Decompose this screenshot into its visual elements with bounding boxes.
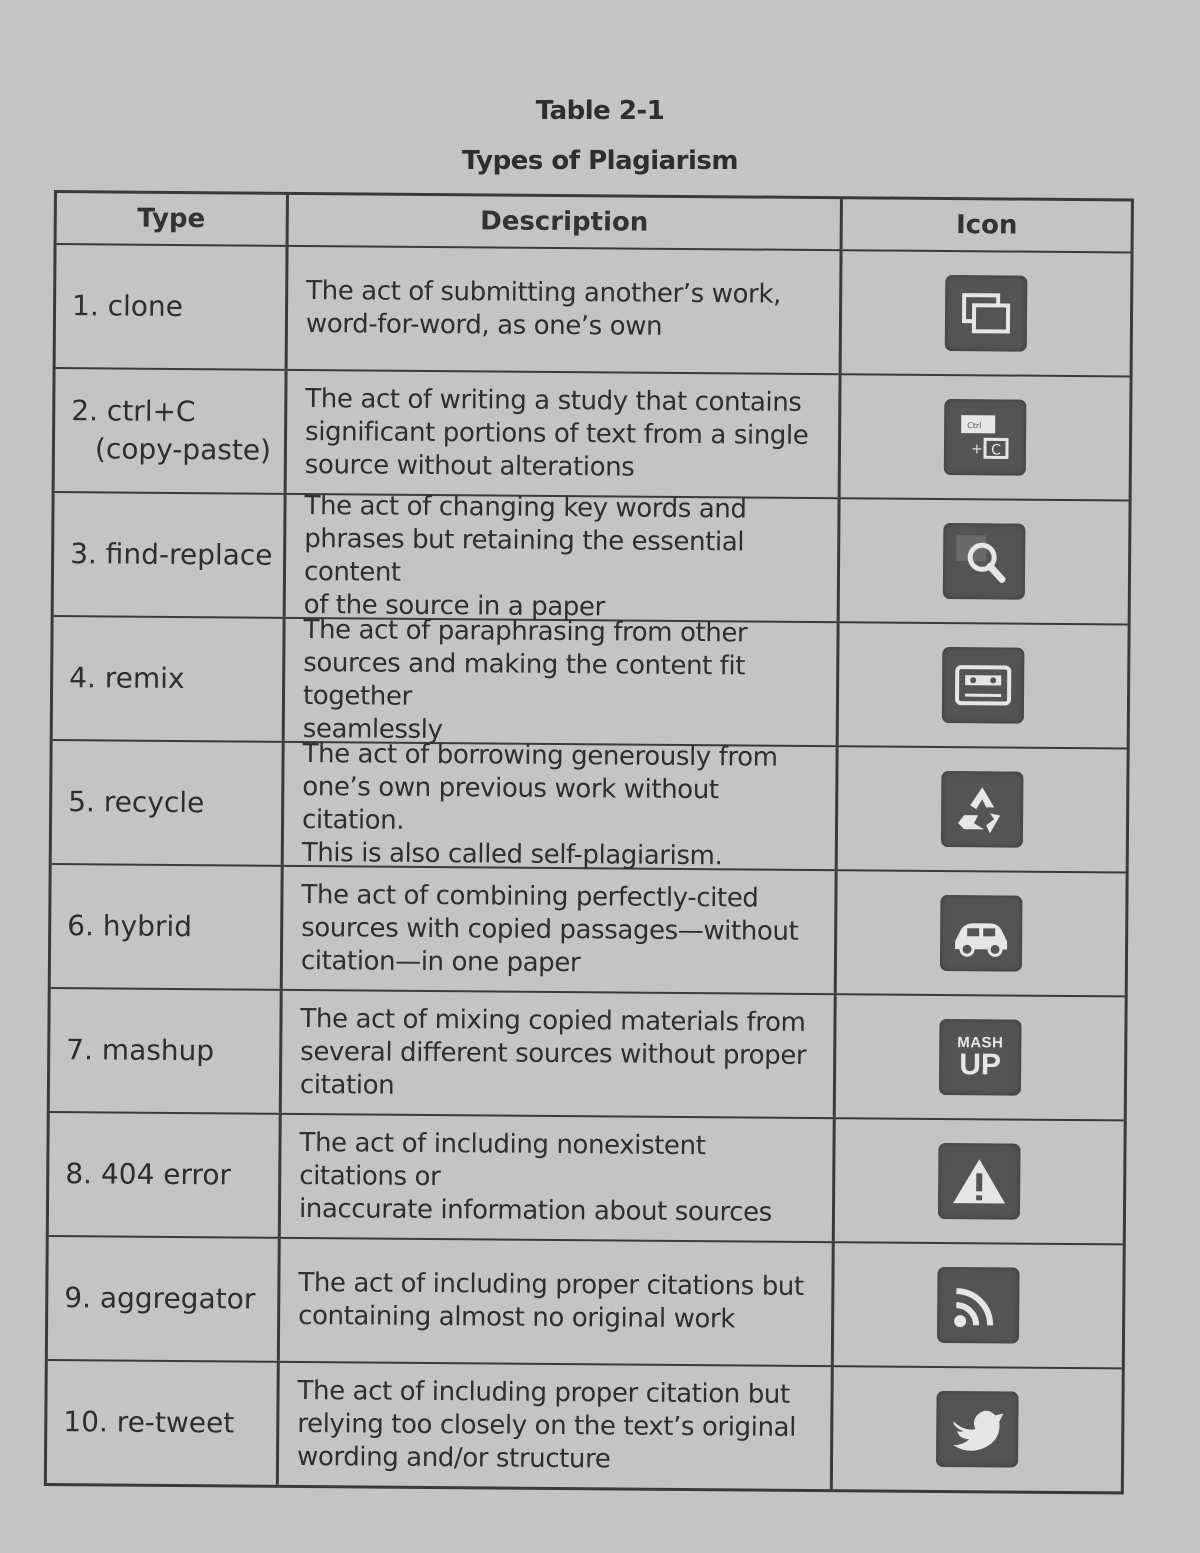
description-line: one’s own previous work without citation. [301,771,719,836]
description-line: The act of writing a study that contains [305,383,802,418]
description-line: The act of including proper citation but [297,1375,790,1410]
description-line: of the source in a paper [303,589,605,623]
description-cell [287,371,842,497]
description-cell [288,247,843,373]
type-cell [47,1361,280,1485]
description-cell [279,1363,834,1489]
description-line: sources with copied passages—without [301,912,799,947]
mashup-top-text: MASH [957,1033,1004,1051]
description-line: The act of changing key words and [304,490,747,525]
description-line: word-for-word, as one’s own [305,308,663,342]
plagiarism-types-table [44,190,1134,1494]
header-description: Description [289,195,843,249]
description-cell [286,490,841,623]
table-row [51,863,1126,995]
clone-icon [945,275,1028,352]
rss-icon [937,1267,1020,1344]
description-line: seamlessly [302,713,443,746]
description-cell [283,867,838,993]
type-label: (copy-paste) [94,432,272,467]
mashup-icon [939,1019,1022,1096]
ctrl-key-text: Ctrl [967,421,982,431]
twitter-bird-icon [936,1391,1019,1468]
type-label: 2. ctrl+C [71,394,196,429]
icon-cell [842,251,1131,375]
description-line: containing almost no original work [298,1300,736,1335]
type-cell [51,865,284,989]
type-cell [49,1113,282,1237]
table-row [48,1235,1123,1367]
table-row [53,615,1128,747]
mashup-bottom-text: UP [959,1047,1002,1081]
description-line: The act of including nonexistent citations or [299,1127,706,1192]
description-line: inaccurate information about sources [298,1193,772,1228]
icon-cell [841,375,1130,499]
description-line: significant portions of text from a single [304,416,809,451]
table-row [54,491,1129,623]
ctrl-c-icon [944,399,1027,476]
description-cell [282,991,837,1117]
type-label: 10. re-tweet [63,1405,235,1440]
icon-cell [833,1367,1122,1491]
icon-cell [834,1243,1123,1367]
description-cell [281,1115,836,1241]
icon-cell [840,499,1129,623]
description-line: sources and making the content fit together [302,647,746,712]
type-cell [55,369,288,493]
recycle-icon [941,771,1024,848]
type-label: 7. mashup [66,1033,215,1068]
icon-cell [839,623,1128,747]
description-line: source without alterations [304,449,635,483]
cassette-icon [942,647,1025,724]
icon-cell [835,1119,1124,1243]
type-cell [56,245,289,369]
icon-cell [836,995,1125,1119]
type-label: 1. clone [71,289,184,324]
icon-cell [837,871,1126,995]
description-line: several different sources without proper [300,1036,807,1071]
type-cell [48,1237,281,1361]
car-icon [940,895,1023,972]
description-line: phrases but retaining the essential content [303,523,745,588]
c-key-text: C [990,442,1001,459]
description-cell [284,738,839,872]
svg-text:+: + [970,441,983,458]
magnifier-icon [943,523,1026,600]
description-line: wording and/or structure [296,1441,611,1474]
description-line: citation [299,1069,395,1101]
description-line: The act of paraphrasing from other [303,614,748,649]
description-line: The act of combining perfectly-cited [301,879,759,914]
table-number: Table 2-1 [535,96,665,126]
description-line: The act of borrowing generously from [302,738,778,773]
table-row [55,367,1130,499]
description-line: This is also called self-plagiarism. [301,837,723,872]
description-line: The act of submitting another’s work, [306,275,782,310]
table-row [50,987,1125,1119]
description-line: The act of including proper citations but [298,1267,804,1302]
header-type: Type [57,193,289,245]
icon-cell [838,747,1127,871]
header-icon: Icon [955,210,1018,241]
table-row [49,1111,1124,1243]
table-title: Types of Plagiarism [462,146,738,176]
table-row [47,1359,1122,1491]
description-cell [280,1239,835,1365]
type-label: 5. recycle [68,785,205,820]
type-label: 9. aggregator [64,1281,256,1316]
warning-icon [938,1143,1021,1220]
description-line: citation—in one paper [300,945,581,978]
description-cell [285,614,840,746]
type-label: 8. 404 error [65,1157,232,1192]
table-header-row [57,193,1131,251]
table-row [52,739,1127,871]
description-line: The act of mixing copied materials from [300,1003,806,1038]
type-label: 4. remix [69,661,185,696]
table-row [56,243,1131,375]
type-label: 6. hybrid [67,909,193,944]
type-cell [50,989,283,1113]
type-label: 3. find-replace [70,537,273,572]
type-cell [52,741,285,865]
type-cell [54,493,287,617]
description-line: relying too closely on the text’s original [297,1408,797,1443]
type-cell [53,617,286,741]
